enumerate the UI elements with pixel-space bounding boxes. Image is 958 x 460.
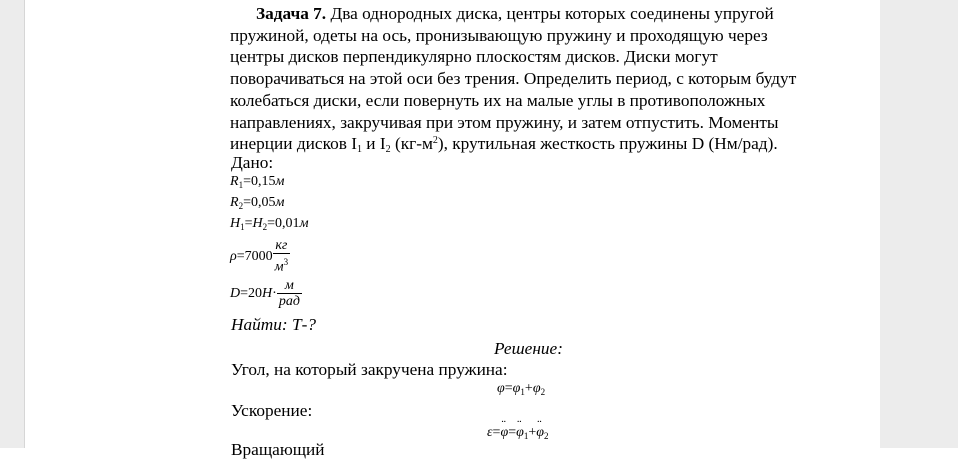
left-margin <box>0 0 25 448</box>
angle-text: Угол, на который закручена пружина: <box>231 360 508 379</box>
given-d: D=20H· $\frac{м}{\text{рад}}$ <box>230 278 300 309</box>
rho-fraction: $\frac{кг}{м^3}$ <box>274 238 289 275</box>
d-fraction: $\frac{м}{\text{рад}}$ <box>278 278 300 309</box>
given-r2: $R_2=0,05м$ <box>230 195 285 211</box>
problem-line-3: центры дисков перпендикулярно плоскостям дисков. Диски могут <box>230 47 718 67</box>
given-heading: Дано: <box>231 153 274 172</box>
document-page <box>25 0 880 459</box>
problem-line-7: инерции дисков $I_1$ и $I_2$ $(кг-м^2)$, крутильная жесткость пружины D (Нм/рад). <box>230 134 778 156</box>
find-label: Найти: Т-? <box>231 315 316 334</box>
problem-label: Задача 7. <box>256 4 327 23</box>
given-h: $H_1=H_2=0,01м$ <box>230 216 309 232</box>
next-text: Вращающий <box>231 440 325 459</box>
angle-formula: $\varphi=\varphi_1+\varphi_2$ <box>497 381 546 397</box>
given-r1: $R_1=0,15м$ <box>230 174 285 190</box>
problem-statement <box>230 3 830 155</box>
problem-line-1: Задача 7. Два однородных диска, центры которых соединены упругой <box>256 4 774 23</box>
problem-line-2: пружиной, одеты на ось, пронизывающую пружину и проходящую через <box>230 25 768 45</box>
accel-formula: ε=φ ¨=φ $¨_1+\varphi$ $¨_2$ <box>487 425 549 441</box>
right-margin <box>879 0 958 448</box>
solution-heading: Решение: <box>494 339 563 358</box>
problem-line-5: колебаться диски, если повернуть их на малые углы в противоположных <box>230 90 766 110</box>
problem-line-4: поворачиваться на этой оси без трения. Определить период, с которым будут <box>230 69 797 89</box>
problem-line-6: направлениях, закручивая при этом пружину, и затем отпустить. Моменты <box>230 112 779 132</box>
given-rho: ρ=7000 $\frac{кг}{м^3}$ <box>230 238 289 275</box>
accel-text: Ускорение: <box>231 401 313 420</box>
